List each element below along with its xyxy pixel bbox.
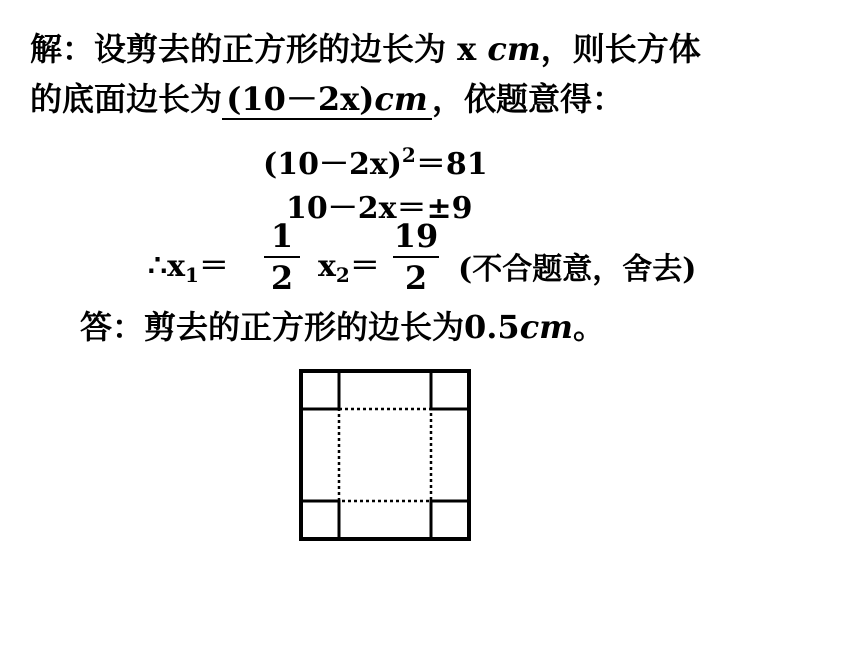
fold-lines	[339, 409, 431, 501]
corner-top-right	[431, 371, 469, 409]
line-2-prefix: 的底面边长为	[30, 80, 223, 118]
fraction-1-denominator: 2	[270, 259, 294, 297]
equation-2	[286, 190, 473, 228]
corner-bottom-right	[431, 501, 469, 539]
x2-var: x	[318, 249, 336, 284]
x2-group	[318, 248, 380, 294]
cut-square-diagram	[295, 365, 475, 545]
therefore-symbol: ∴	[148, 249, 168, 284]
fraction-2-bar	[393, 256, 439, 258]
equation-1	[263, 136, 488, 184]
answer-suffix: 。	[573, 308, 606, 346]
x1-equals: ＝	[198, 249, 229, 284]
fraction-1	[264, 218, 300, 296]
line-2-suffix: ，依题意得：	[432, 80, 625, 118]
eq1-rhs: ＝81	[415, 147, 488, 182]
x2-subscript: 2	[335, 263, 350, 287]
answer-prefix: 答：剪去的正方形的边长为	[80, 308, 465, 346]
fraction-1-bar	[264, 256, 300, 258]
outer-square	[301, 371, 469, 539]
eq2-text: 10－2x＝±9	[286, 191, 473, 226]
line-1	[30, 30, 701, 68]
line-2	[30, 80, 624, 120]
answer-unit: cm	[519, 308, 574, 346]
eq1-exponent: 2	[401, 143, 416, 167]
rejection-note	[458, 251, 696, 289]
corner-bottom-left	[301, 501, 339, 539]
fraction-1-numerator: 1	[270, 217, 294, 255]
blank-answer: (10－2x)	[226, 80, 375, 118]
fraction-2-numerator: 19	[393, 217, 439, 255]
blank-unit: cm	[374, 80, 428, 118]
rejection-note-text: (不合题意，舍去)	[458, 252, 697, 287]
line-1-suffix: ，则长方体	[540, 30, 701, 68]
line-1-prefix: 解：设剪去的正方形的边长为	[30, 30, 458, 68]
corner-top-left	[301, 371, 339, 409]
x1-var: x	[167, 249, 185, 284]
x1-subscript: 1	[184, 263, 199, 287]
fraction-2-denominator: 2	[404, 259, 428, 297]
fraction-2	[393, 218, 439, 296]
line-1-var: x	[457, 30, 477, 68]
answer-line	[80, 308, 605, 346]
line-1-unit: cm	[476, 30, 541, 68]
eq1-base: (10－2x)	[263, 147, 402, 182]
x2-equals: ＝	[349, 249, 380, 284]
solution-line	[148, 248, 229, 294]
answer-value: 0.5	[464, 308, 520, 346]
answer-blank	[222, 80, 432, 120]
